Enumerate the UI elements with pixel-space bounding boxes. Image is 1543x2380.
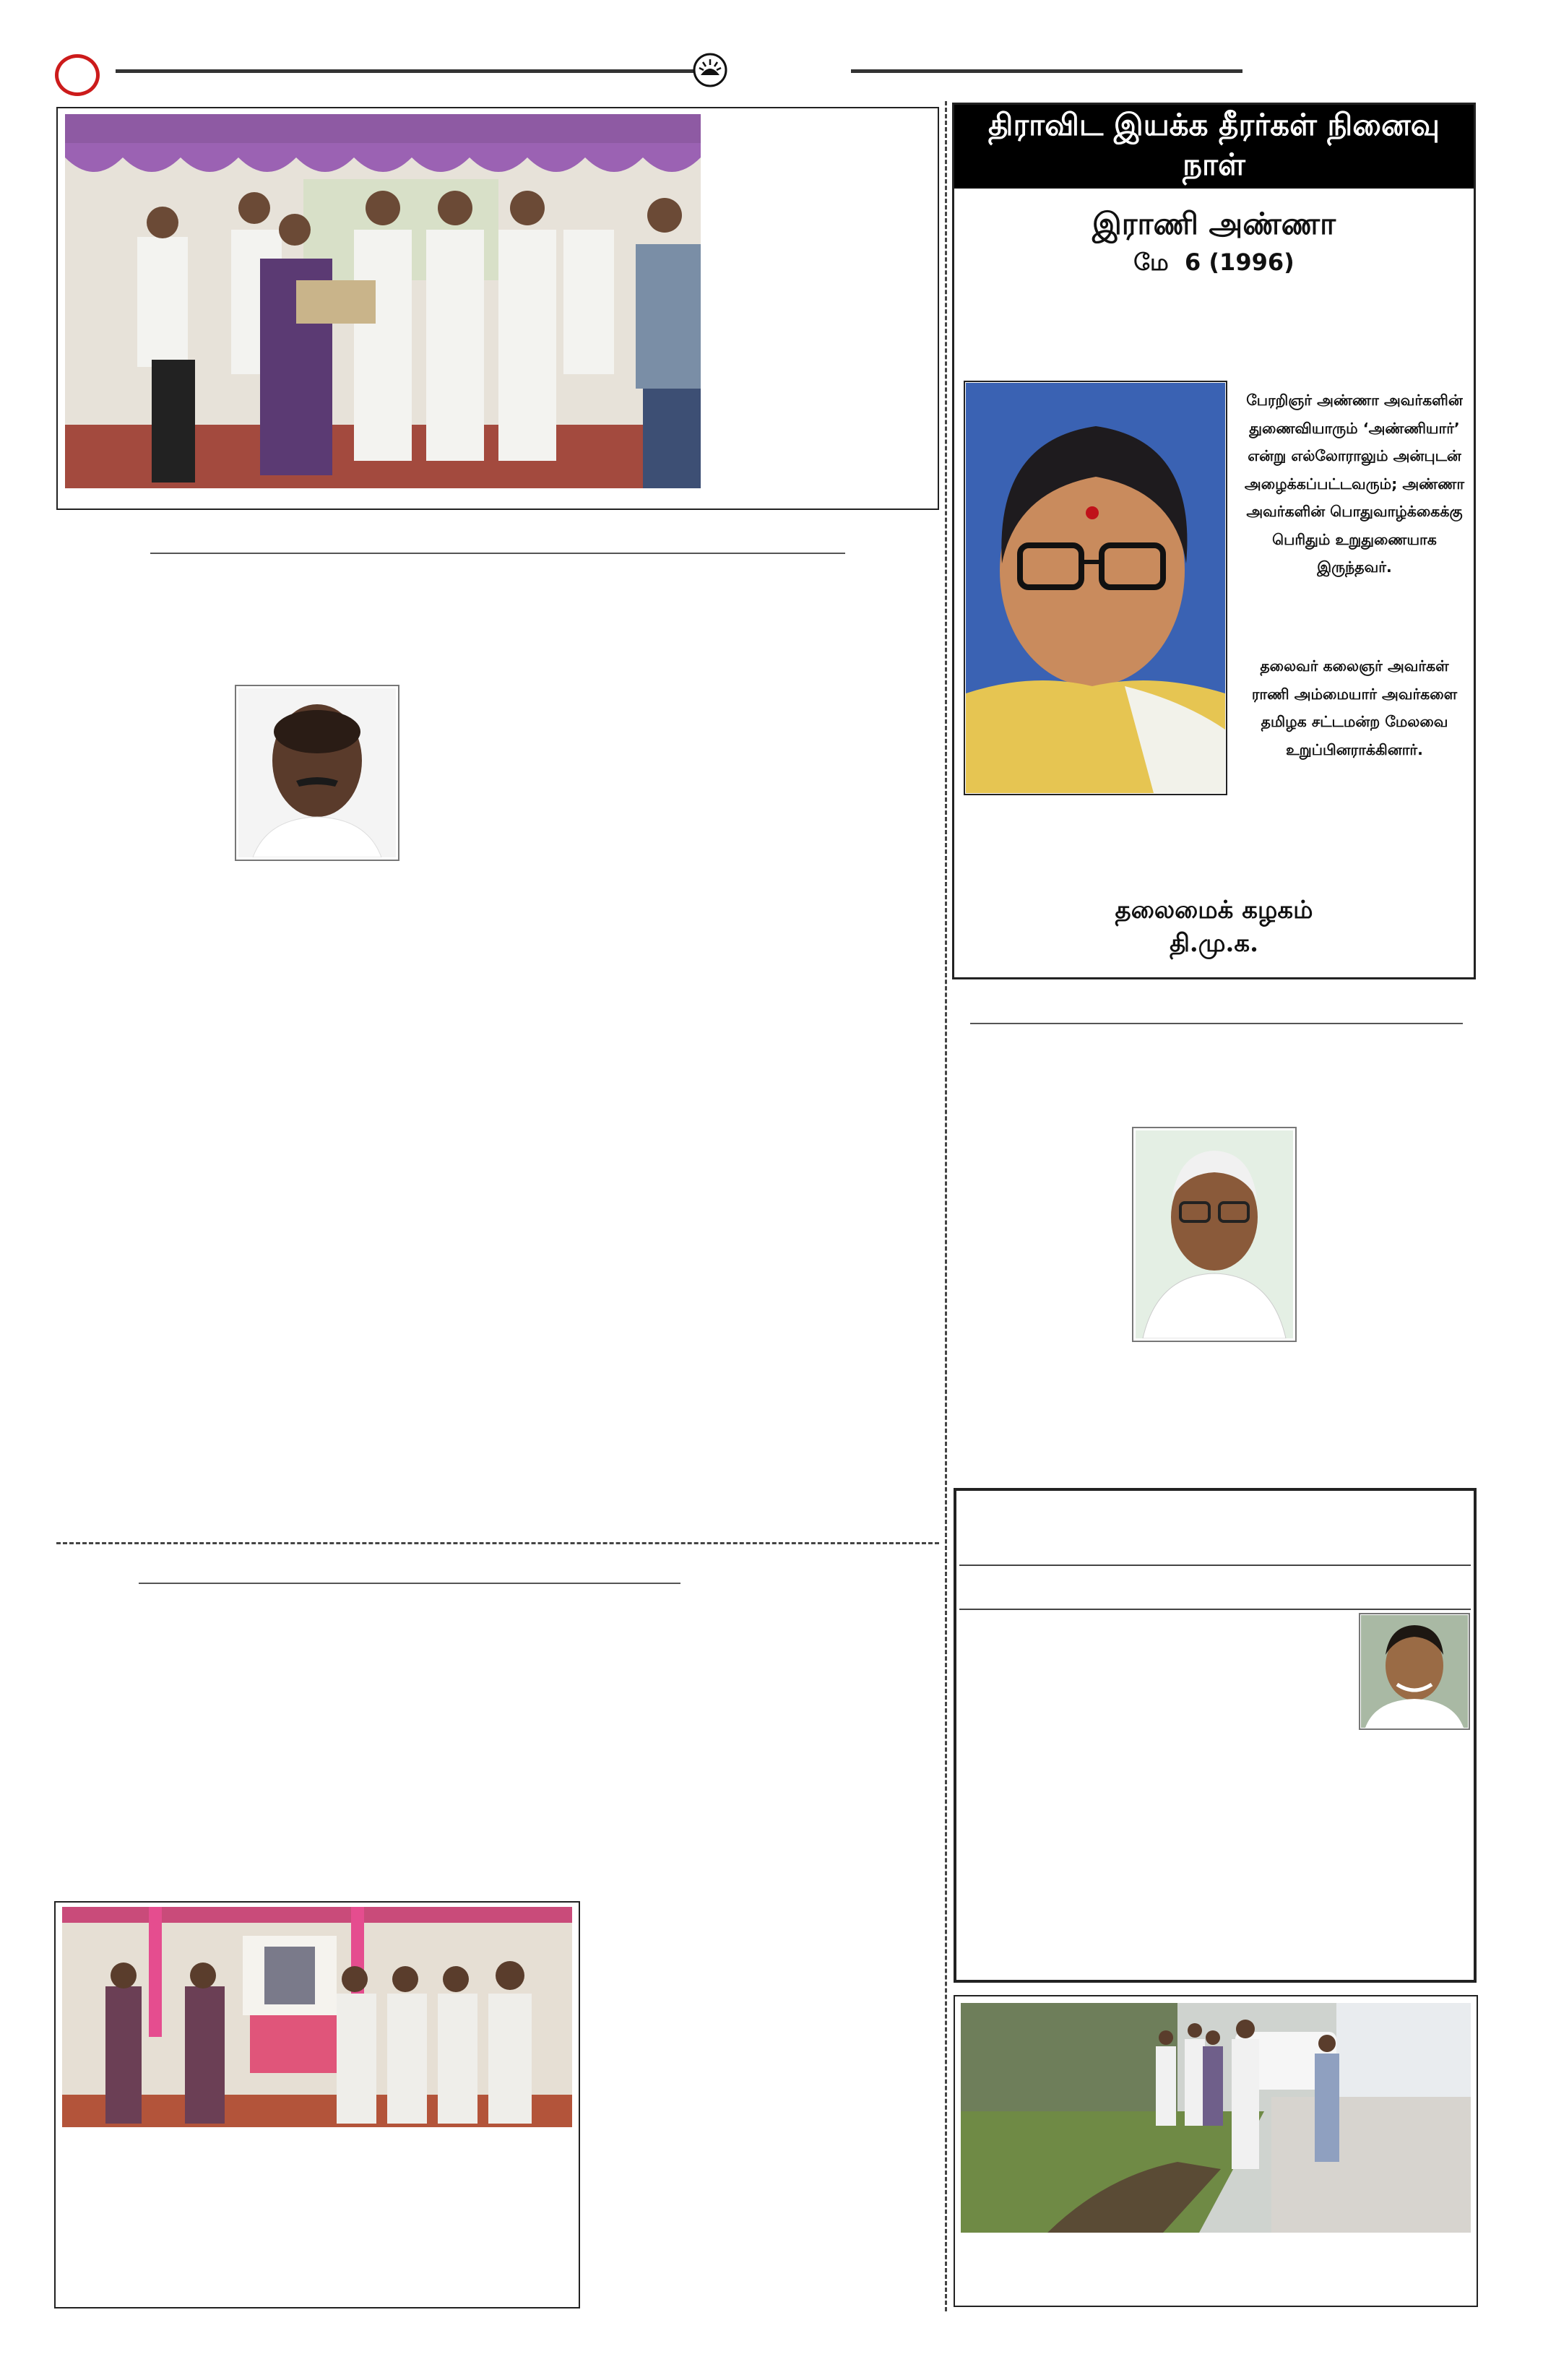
section-divider-dashed (56, 1542, 939, 1544)
tribute-date: மே 6 (1996) (1133, 248, 1295, 276)
tribute-banner (954, 105, 1474, 189)
rising-sun-icon (692, 52, 728, 88)
boxed-article-rule-1 (959, 1565, 1471, 1566)
section-divider-right (970, 1023, 1463, 1024)
tribute-portrait-photo (966, 383, 1225, 793)
tribute-event-photo (62, 1907, 572, 2127)
header-rule-right (851, 69, 1242, 73)
tribute-name: இராணி அண்ணா (1092, 206, 1336, 241)
portrait-photo-3 (1361, 1615, 1468, 1728)
award-ceremony-photo (65, 114, 701, 488)
boxed-article-rule-2 (959, 1609, 1471, 1610)
tribute-paragraph-1: பேரறிஞர் அண்ணா அவர்களின் துணைவியாரும் ‘அண்ணியார்’ என்று எல்லோராலும் அன்புடன் அழைக்கப்பட்டவரும்; அண்ணா அவர்களின் பொதுவாழ்க்கைக்கு பெரிதும் உறுதுணையாக இருந்தவர். (1244, 391, 1465, 576)
portrait-photo-2 (1136, 1130, 1293, 1338)
page-number-circle (55, 54, 100, 96)
tribute-footer-line1: தலைமைக் கழகம் (1115, 896, 1313, 925)
section-divider (150, 553, 845, 554)
tribute-banner-title: திராவிட இயக்க தீரர்கள் நினைவு நாள் (988, 107, 1440, 182)
tribute-paragraph-2: தலைவர் கலைஞர் அவர்கள் ராணி அம்மையார் அவர்களை தமிழக சட்டமன்ற மேலவை உறுப்பினராக்கினார். (1251, 657, 1458, 758)
header-rule-left (116, 69, 693, 73)
site-visit-photo (961, 2003, 1471, 2233)
section-divider-2 (139, 1583, 680, 1584)
portrait-photo-1 (238, 688, 396, 857)
tribute-footer-line2: தி.மு.க. (1170, 929, 1258, 958)
column-divider-vertical (945, 101, 947, 2311)
boxed-article (954, 1488, 1477, 1983)
